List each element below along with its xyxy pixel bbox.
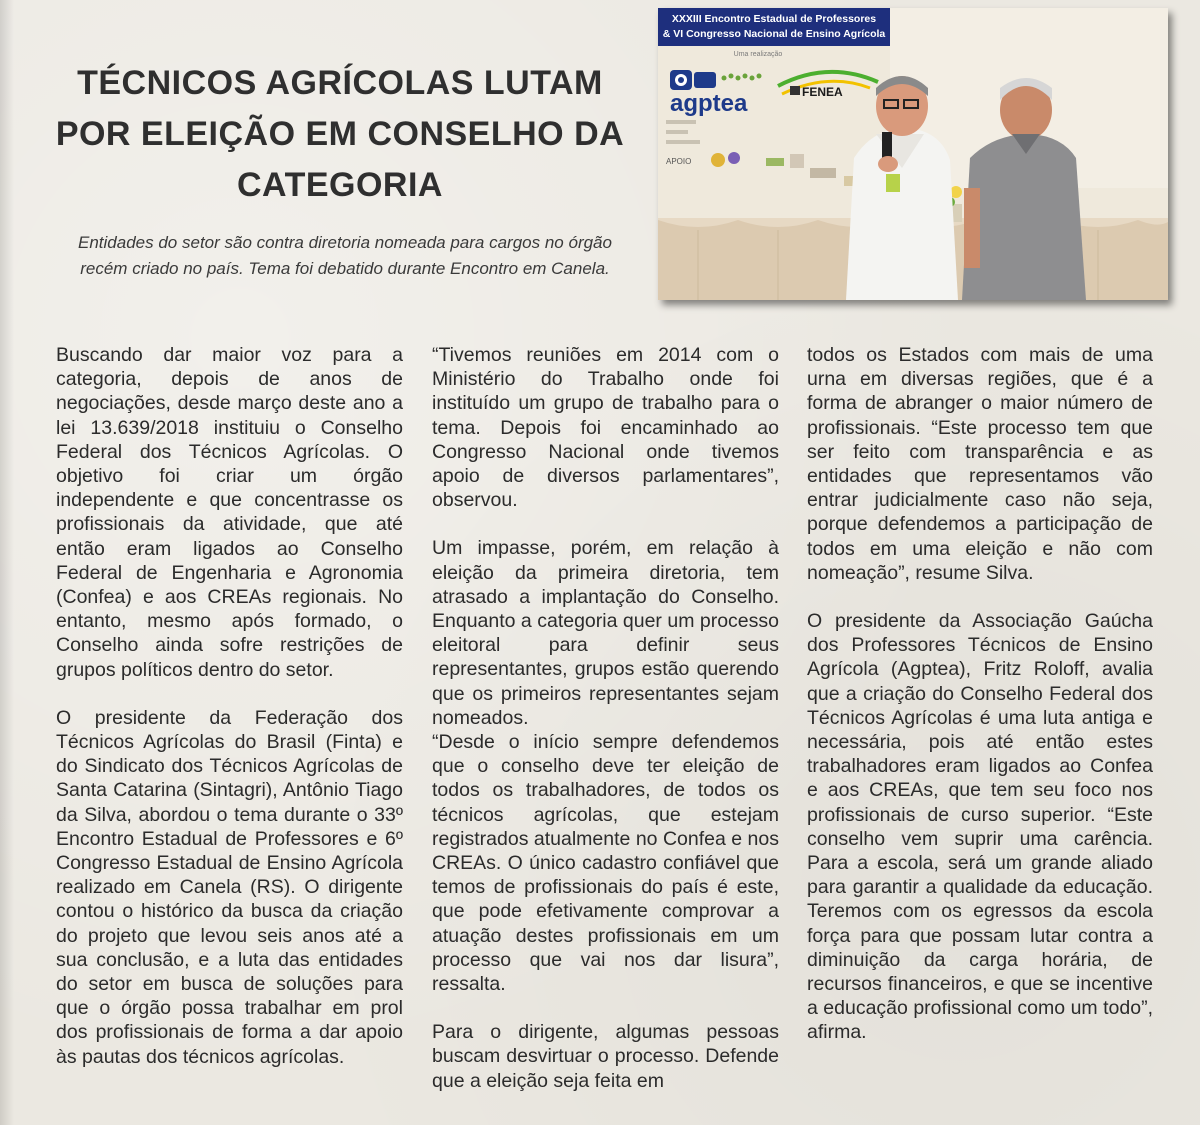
fenea-wordmark: FENEA: [802, 85, 843, 99]
agptea-wordmark: agptea: [670, 90, 748, 117]
col1-paragraph-1: Buscando dar maior voz para a categoria, depois de anos de negociações, desde março deste ano a lei 13.639/2018 instituiu o Conselho Federal dos Técnicos Agrícolas. O objetivo foi criar um órgão independente e que concentrasse os profissionais da atividade, que até então eram ligados ao Conselho Federal de Engenharia e Agronomia (Confea) e aos CREAs regionais. No entanto, mesmo após formado, o Conselho ainda sofre restrições de grupos políticos dentro do setor.: [56, 344, 403, 681]
col2-paragraph-4: Para o dirigente, algumas pessoas buscam desvirtuar o processo. Defende que a eleição seja feita em: [432, 1021, 779, 1092]
realizacao-label: Uma realização: [733, 51, 783, 58]
article-column-1: [56, 343, 403, 1069]
banner-line-2: & VI Congresso Nacional de Ensino Agrícola: [662, 28, 886, 40]
col2-paragraph-3: “Desde o início sempre defendemos que o conselho deve ter eleição de todos os trabalhadores, de todos os técnicos agrícolas, que estejam registrados atualmente no Confea e nos CREAs. O único cadastro confiável que temos de profissionais do país é este, que pode efetivamente comprovar a atuação destes profissionais em um processo que vai nos dar lisura”, ressalta.: [432, 731, 779, 996]
apoio-label: APOIO: [666, 157, 692, 166]
col1-paragraph-2: O presidente da Federação dos Técnicos Agrícolas do Brasil (Finta) e do Sindicato dos Técnicos Agrícolas de Santa Catarina (Sintagri), Antônio Tiago da Silva, abordou o tema durante o 33º Encontro Estadual de Professores e 6º Congresso Estadual de Ensino Agrícola realizado em Canela (RS). O dirigente contou o histórico da busca da criação do projeto que levou seis anos até a sua conclusão, e a luta das entidades do setor em busca de soluções para que o órgão possa trabalhar em prol dos profissionais de forma a dar apoio às pautas dos técnicos agrícolas.: [56, 706, 403, 1068]
event-photo: [658, 8, 1168, 300]
banner-line-1: XXXIII Encontro Estadual de Professores: [671, 13, 877, 25]
col3-paragraph-1: todos os Estados com mais de uma urna em diversas regiões, que é a forma de abranger o maior número de profissionais. “Este processo tem que ser feito com transparência e as entidades que representamos vão entrar judicialmente caso não seja, porque defendemos a participação de todos em uma eleição e não com nomeação”, resume Silva.: [807, 344, 1153, 584]
article-body: [56, 343, 1156, 1113]
col2-paragraph-1: “Tivemos reuniões em 2014 com o Ministério do Trabalho onde foi instituído um grupo de trabalho para o tema. Depois foi encaminhado ao Congresso Nacional onde tivemos apoio de diversos parlamentares”, observou.: [432, 344, 779, 512]
article-column-2: [432, 343, 779, 1093]
col3-paragraph-2: O presidente da Associação Gaúcha dos Professores Técnicos de Ensino Agrícola (Agptea), Fritz Roloff, avalia que a criação do Conselho Federal dos Técnicos Agrícolas é uma luta antiga e necessária, pois até então estes trabalhadores eram ligados ao Confea e aos CREAs, que tem seu foco nos profissionais de curso superior. “Este conselho vem suprir uma carência. Para a escola, será um grande aliado para garantir a qualidade da educação. Teremos com os egressos da escola força para que possam lutar contra a diminuição da carga horária, de recursos financeiros, e que se incentive a educação profissional como um todo”, afirma.: [807, 610, 1153, 1044]
page-edge-shadow: [0, 0, 14, 1125]
article-column-3: [807, 343, 1153, 1045]
col2-paragraph-2: Um impasse, porém, em relação à eleição da primeira diretoria, tem atrasado a implantação do Conselho. Enquanto a categoria quer um processo eleitoral para definir seus representantes, grupos estão querendo que os primeiros representantes sejam nomeados.: [432, 537, 779, 729]
article-subtitle: Entidades do setor são contra diretoria nomeada para cargos no órgão recém criado no país. Tema foi debatido durante Encontro em Canela.: [78, 233, 612, 278]
article-headline: TÉCNICOS AGRÍCOLAS LUTAM POR ELEIÇÃO EM CONSELHO DA CATEGORIA: [55, 64, 625, 204]
